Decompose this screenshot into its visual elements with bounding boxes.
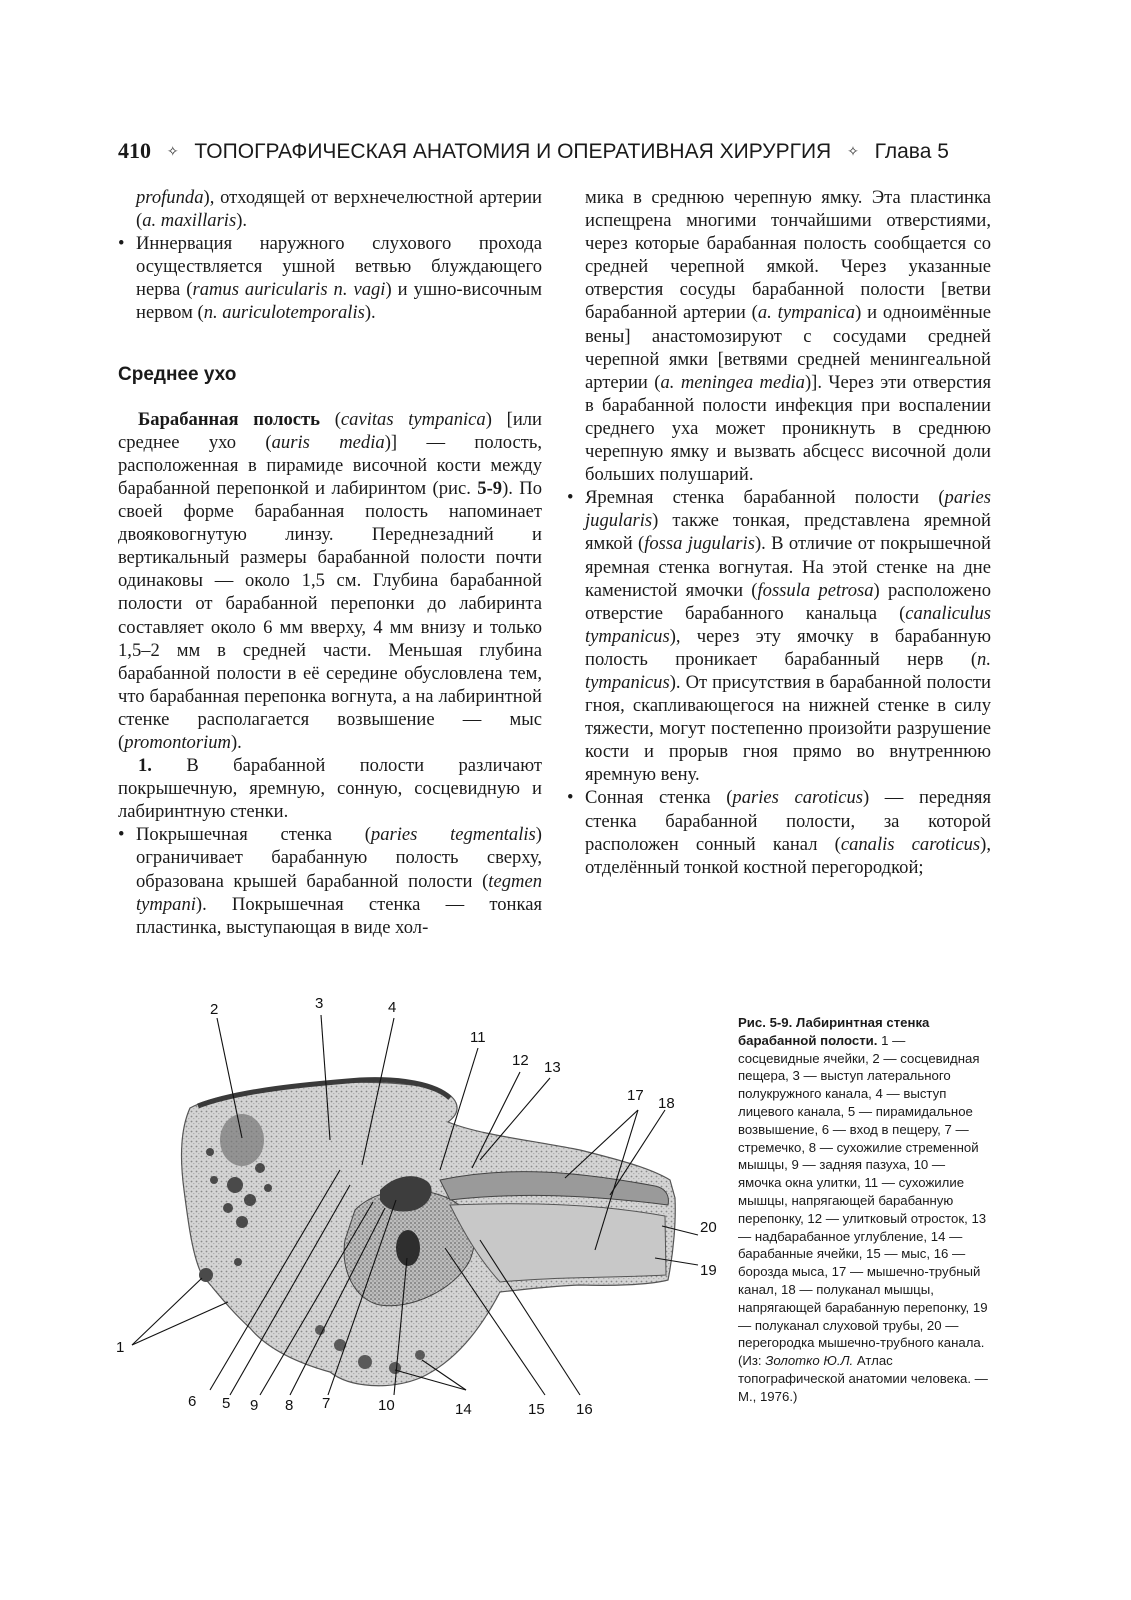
figure-label: 15: [528, 1401, 545, 1418]
bullet-innervation: [118, 232, 542, 324]
bullet-carotid-wall: [567, 786, 991, 878]
latin-term: n. tympanicus: [585, 648, 991, 693]
separator-icon: ✧: [847, 143, 859, 159]
latin-term: cavitas tympanica: [340, 408, 486, 430]
text-run: ) и одноимённые вены] анастомозируют с сосудами средней черепной ямки [ветвями средней менингеальной артерии (: [585, 302, 992, 393]
bullet-icon: •: [118, 824, 125, 846]
text-run: ), отделённый тонкой костной перегородкой;: [585, 833, 991, 878]
figure-label: 1: [116, 1339, 125, 1356]
bullet-tegmental-wall: [118, 823, 542, 938]
figure-label: 4: [388, 999, 397, 1016]
latin-term: profunda: [136, 187, 204, 208]
page-number: 410: [118, 138, 151, 163]
text-run: ).: [236, 210, 248, 232]
right-column: [567, 186, 991, 879]
text-run: ), через эту ямочку в барабанную полость проникает барабанный нерв (: [585, 625, 991, 670]
bold-term: Барабанная полость: [138, 408, 321, 430]
figure-label: 16: [576, 1401, 593, 1418]
text-run: ) и ушно-височным нервом (: [136, 279, 542, 324]
figure-label: 11: [470, 1029, 486, 1046]
continued-paragraph: [585, 186, 991, 486]
figure-label: 20: [700, 1219, 717, 1236]
text-run: ) — передняя стенка барабанной полости, за которой расположен сонный канал (: [585, 787, 991, 855]
running-header: [118, 138, 1018, 172]
figure-label: 12: [512, 1052, 529, 1069]
figure-reference: 5-9: [477, 477, 503, 499]
text-run: ).: [230, 731, 242, 753]
latin-term: fossula petrosa: [757, 579, 874, 601]
continued-paragraph: [136, 186, 542, 232]
text-run: (: [320, 408, 341, 430]
latin-term: canalis caroticus: [840, 833, 981, 855]
text-run: ) расположено отверстие барабанного канальца (: [585, 579, 991, 624]
chapter-label: Глава 5: [874, 140, 949, 163]
latin-term: ramus auricularis n. vagi: [192, 279, 386, 301]
figure-label: 13: [544, 1059, 561, 1076]
figure-label: 10: [378, 1397, 395, 1414]
figure-label: 8: [285, 1397, 294, 1414]
figure-label: 17: [627, 1087, 644, 1104]
bullet-jugular-wall: [567, 486, 991, 786]
mastoid-antrum: [220, 1114, 264, 1166]
text-run: ), отходящей от верхнечелюстной артерии (: [136, 187, 542, 232]
latin-term: fossa jugularis: [644, 533, 755, 555]
text-run: ) ограничивает барабанную полость сверху, образована крышей барабанной полости (: [136, 824, 542, 892]
anatomical-figure: [110, 990, 730, 1420]
latin-term: n. auriculotemporalis: [203, 302, 365, 324]
figure-label: 5: [222, 1395, 231, 1412]
latin-term: promontorium: [124, 731, 231, 753]
latin-term: tegmen tympani: [136, 870, 542, 915]
paragraph-tympanic-cavity: [118, 408, 542, 754]
text-run: ). Покрышечная стенка — тонкая пластинка, выступающая в виде хол-: [136, 893, 542, 938]
round-window-fossula: [396, 1230, 420, 1266]
caption-title: Рис. 5-9. Лабиринтная стенка барабанной полости.: [738, 1015, 930, 1048]
caption-source: Атлас топографической анатомии человека. — М., 1976.): [738, 1353, 988, 1404]
text-run: ) [или среднее ухо (: [118, 408, 542, 453]
latin-term: auris media: [271, 431, 385, 453]
text-run: В барабанной полости различают покрышечную, яремную, сонную, сосцевидную и лабиринтную стенки.: [118, 755, 542, 823]
figure-label: 19: [700, 1262, 717, 1279]
figure-label: 7: [322, 1395, 331, 1412]
caption-items: 1 — сосцевидные ячейки, 2 — сосцевидная пещера, 3 — выступ латерального полукружного канала, 4 — выступ лицевого канала, 5 — пирамидальное возвышение, 6 — вход в пещеру, 7 — стремечко, 8 — сухожилие стременной мышцы, 9 — задняя пазуха, 10 — ямочка окна улитки, 11 — сухожилие мышцы, напрягающей барабанную перепонку, 12 — улитковый отросток, 13 — надбарабанное углубление, 14 — барабанные ячейки, 15 — мыс, 16 — борозда мыса, 17 — мышечно-трубный канал, 18 — полуканал мышцы, напрягающей барабанную перепонку, 19 — полуканал слуховой трубы, 20 — перегородка мышечно-трубного канала. (Из:: [738, 1032, 988, 1369]
text-run: ). От присутствия в барабанной полости гноя, скапливающегося на нижней стенке в силу тяжести, могут постепенно произойти разрушение кости и прорыв гноя прямо во внутреннюю яремную вену.: [585, 671, 991, 786]
text-run: Покрышечная стенка (: [136, 824, 371, 846]
paragraph-walls: [118, 754, 542, 823]
latin-term: paries tegmentalis: [370, 824, 536, 846]
text-run: Сонная стенка (: [585, 787, 733, 809]
figure-label: 6: [188, 1393, 197, 1410]
text-run: ). По своей форме барабанная полость напоминает двояковогнутую линзу. Переднезадний и вертикальный размеры барабанной полости почти одинаковы — около 1,5 см. Глубина барабанной полости от барабанной перепонки до лабиринта составляет около 6 мм вверху, 4 мм внизу и только 1,5–2 мм в средней части. Меньшая глубина барабанной полости в её середине обусловлена тем, что барабанная перепонка вогнута, а на лабиринтной стенке располагается возвышение — мыс (: [118, 477, 542, 753]
latin-term: paries jugularis: [585, 487, 991, 532]
text-run: )]. Через эти отверстия в барабанной полости инфекция при воспалении среднего уха может проникнуть в среднюю черепную ямку и вызвать абсцесс височной доли больших полушарий.: [585, 371, 991, 486]
text-run: Иннервация наружного слухового прохода осуществляется ушной ветвью блуждающего нерва (: [136, 233, 542, 301]
text-run: ).: [364, 302, 376, 324]
figure-label: 14: [455, 1401, 472, 1418]
text-run: мика в среднюю черепную ямку. Эта пластинка испещрена многими тончайшими отверстиями, через которые барабанная полость сообщается со средней черепной ямкой. Через указанные отверстия сосуды барабанной полости [ветви барабанной артерии (: [585, 187, 991, 324]
text-run: )] — полость, расположенная в пирамиде височной кости между барабанной перепонкой и лабиринтом (рис.: [118, 431, 542, 499]
figure-caption: [738, 1014, 988, 1406]
book-title: ТОПОГРАФИЧЕСКАЯ АНАТОМИЯ И ОПЕРАТИВНАЯ ХИРУРГИЯ: [194, 140, 832, 163]
labyrinth-wall-illustration: [110, 990, 730, 1420]
latin-term: a. meningea media: [660, 371, 805, 393]
latin-term: a. tympanica: [757, 302, 856, 324]
text-run: ). В отличие от покрышечной яремная стенка вогнутая. На этой стенке на дне каменистой ямочки (: [585, 533, 991, 601]
left-column: [118, 186, 542, 939]
section-heading: Среднее ухо: [118, 363, 237, 385]
bullet-icon: •: [118, 233, 125, 255]
latin-term: a. maxillaris: [142, 210, 237, 232]
list-number: 1.: [138, 755, 152, 777]
bullet-icon: •: [567, 787, 574, 809]
bullet-icon: •: [567, 487, 574, 509]
separator-icon: ✧: [166, 143, 179, 159]
latin-term: canaliculus tympanicus: [585, 602, 991, 647]
latin-term: paries caroticus: [732, 787, 863, 809]
text-run: ) также тонкая, представлена яремной ямкой (: [585, 510, 991, 555]
figure-label: 9: [250, 1397, 259, 1414]
figure-label: 18: [658, 1095, 675, 1112]
figure-label: 3: [315, 995, 324, 1012]
caption-source-author: Золотко Ю.Л.: [765, 1353, 854, 1369]
figure-label: 2: [210, 1001, 219, 1018]
text-run: Яремная стенка барабанной полости (: [585, 487, 945, 509]
